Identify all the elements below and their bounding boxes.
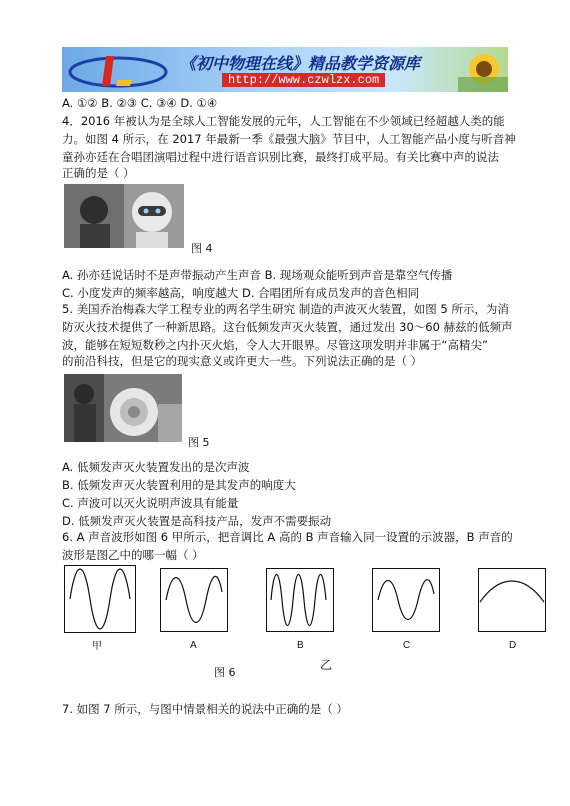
q4-line-2: 力。如图 4 所示，在 2017 年最新一季《最强大脑》节目中，人工智能产品小度与听音神 [62,132,516,146]
waveform-jia [64,565,136,633]
q5-option-a: A. 低频发声灭火装置发出的是次声波 [62,460,250,474]
logo-icon [66,50,176,90]
q4-options-line-2: C. 小度发声的频率越高，响度越大 D. 合唱团所有成员发声的音色相同 [62,286,420,300]
waveform-c [372,568,440,632]
figure-5-photo [64,374,182,442]
q4-options-line-1: A. 孙亦廷说话时不是声带振动产生声音 B. 现场观众能听到声音是靠空气传播 [62,268,453,282]
waveform-d [478,568,546,632]
figure-4-label: 图 4 [191,242,213,255]
banner-url: http://www.czwlzx.com [222,73,385,87]
header-banner [62,47,508,92]
q6-line-1: 6. A 声音波形如图 6 甲所示，把音调比 A 高的 B 声音输入同一设置的示波器，B 声音的 [62,530,513,544]
waveform-label-b: B [297,640,304,651]
q4-line-4: 正确的是（ ） [62,166,135,180]
q5-line-4: 的前沿科技，但是它的现实意义或许更大一些。下列说法正确的是（ ） [62,354,423,368]
figure-6-group-label: 乙 [320,658,333,672]
waveform-label-jia: 甲 [92,641,102,652]
waveform-label-d: D [509,640,517,651]
q4-line-3: 童孙亦廷在合唱团演唱过程中进行语音识别比赛，最终打成平局。有关比赛中声的说法 [62,150,499,164]
q4-line-1: 4．2016 年被认为是全球人工智能发展的元年，人工智能在不少领域已经超越人类的能 [62,114,505,128]
waveform-label-c: C [403,640,411,651]
q5-option-d: D. 低频发声灭火装置是高科技产品，发声不需要振动 [62,514,332,528]
q5-option-b: B. 低频发声灭火装置利用的是其发声的响度大 [62,478,296,492]
banner-title: 《初中物理在线》精品教学资源库 [180,54,421,73]
q5-line-2: 防灭火技术提供了一种新思路。这台低频发声灭火装置，通过发出 30～60 赫兹的低频声 [62,320,513,334]
figure-4-photo [64,184,184,248]
q5-line-3: 波，能够在短短数秒之内扑灭火焰，令人大开眼界。尽管这项发明并非属于“高精尖” [62,338,488,352]
q5-option-c: C. 声波可以灭火说明声波具有能量 [62,496,239,510]
figure-5-label: 图 5 [188,436,210,449]
sunflower-icon [458,47,508,92]
waveform-a [160,568,228,632]
figure-6-label: 图 6 [214,666,236,679]
q3-options: A. ①② B. ②③ C. ③④ D. ①④ [62,96,218,110]
waveform-label-a: A [190,640,197,651]
q6-line-2: 波形是图乙中的哪一幅（ ） [62,548,204,562]
q5-line-1: 5. 美国乔治梅森大学工程专业的两名学生研究 制造的声波灭火装置，如图 5 所示，为消 [62,302,509,316]
waveform-b [266,568,334,632]
q7-line: 7. 如图 7 所示，与图中情景相关的说法中正确的是（ ） [62,702,348,716]
